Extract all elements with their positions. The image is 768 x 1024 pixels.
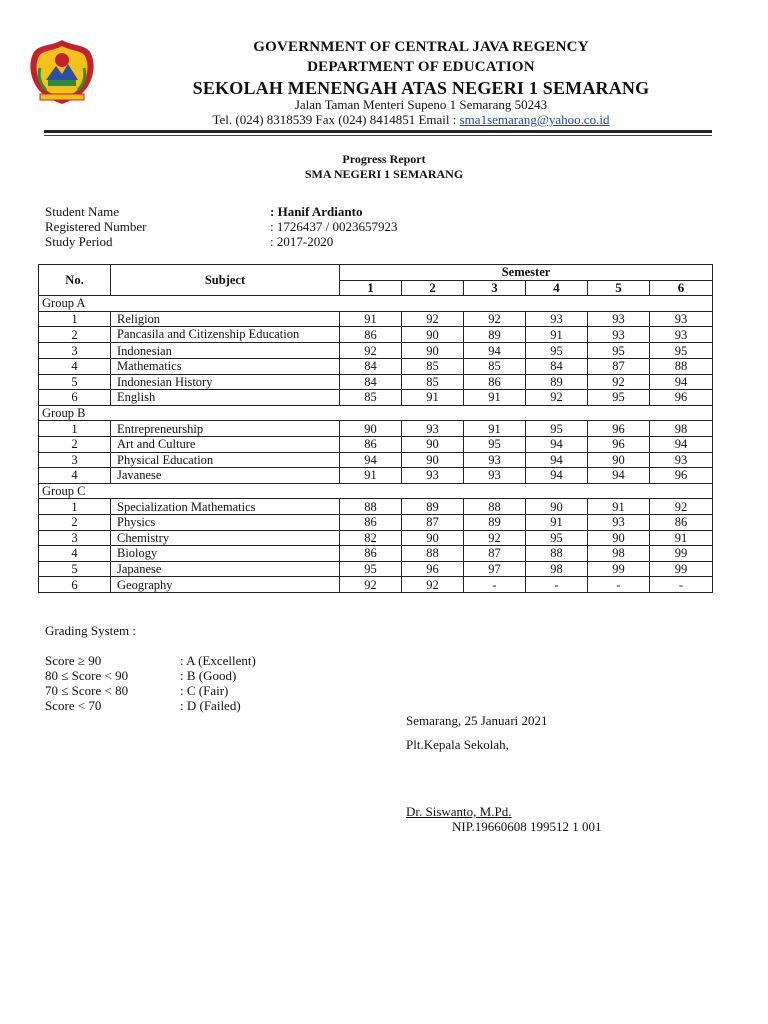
subject-name: Specialization Mathematics (111, 499, 340, 515)
subject-name: Javanese (111, 468, 340, 484)
score-semester-5: 90 (588, 530, 650, 546)
header-contact-line (100, 112, 722, 128)
grades-table-body (39, 296, 713, 593)
score-semester-4: 95 (526, 343, 588, 359)
header-rule-thin (44, 135, 712, 136)
row-number: 5 (39, 561, 111, 577)
grading-grade-a: : A (Excellent) (180, 653, 256, 668)
score-semester-3: 91 (464, 390, 526, 406)
score-semester-6: 96 (650, 468, 713, 484)
score-semester-3: 86 (464, 374, 526, 390)
score-semester-3: 95 (464, 436, 526, 452)
row-number: 4 (39, 546, 111, 562)
regency-emblem-logo (26, 36, 98, 108)
subject-name: Art and Culture (111, 436, 340, 452)
score-semester-3: 88 (464, 499, 526, 515)
email-link[interactable]: sma1semarang@yahoo.co.id (459, 112, 610, 127)
signature-name: Dr. Siswanto, M.Pd. (406, 804, 512, 819)
score-semester-2: 92 (402, 311, 464, 327)
subject-name: Pancasila and Citizenship Education (111, 327, 340, 343)
grading-grade-c: : C (Fair) (180, 683, 229, 698)
score-semester-5: 90 (588, 452, 650, 468)
score-semester-2: 96 (402, 561, 464, 577)
report-school: SMA NEGERI 1 SEMARANG (304, 167, 464, 181)
table-row (39, 468, 713, 484)
grading-range-c: 70 ≤ Score < 80 (45, 683, 129, 698)
score-semester-3: 89 (464, 327, 526, 343)
score-semester-5: 98 (588, 546, 650, 562)
score-semester-1: 82 (340, 530, 402, 546)
score-semester-6: 96 (650, 390, 713, 406)
column-header-no: No. (39, 265, 111, 296)
score-semester-5: 92 (588, 374, 650, 390)
score-semester-4: 88 (526, 546, 588, 562)
grading-system-title: Grading System : (45, 623, 136, 638)
row-number: 2 (39, 514, 111, 530)
signature-place-date: Semarang, 25 Januari 2021 (406, 713, 548, 728)
score-semester-4: 89 (526, 374, 588, 390)
score-semester-1: 90 (340, 421, 402, 437)
score-semester-2: 87 (402, 514, 464, 530)
score-semester-3: 94 (464, 343, 526, 359)
score-semester-1: 91 (340, 311, 402, 327)
score-semester-5: 91 (588, 499, 650, 515)
group-header-row (39, 296, 713, 312)
group-name: Group A (39, 296, 713, 312)
student-name-value: : Hanif Ardianto (270, 204, 363, 219)
score-semester-6: 94 (650, 436, 713, 452)
score-semester-6: 95 (650, 343, 713, 359)
column-header-semester: Semester (340, 265, 713, 281)
score-semester-5: 93 (588, 514, 650, 530)
score-semester-1: 86 (340, 327, 402, 343)
score-semester-5: 99 (588, 561, 650, 577)
subject-name: Mathematics (111, 358, 340, 374)
grading-grade-b: : B (Good) (180, 668, 237, 683)
student-name-label: Student Name (45, 204, 120, 219)
score-semester-2: 90 (402, 530, 464, 546)
grading-grade-d: : D (Failed) (180, 698, 241, 713)
row-number: 2 (39, 436, 111, 452)
table-row (39, 311, 713, 327)
semester-header-6: 6 (650, 280, 713, 296)
score-semester-6: 93 (650, 311, 713, 327)
score-semester-4: 90 (526, 499, 588, 515)
subject-name: Physics (111, 514, 340, 530)
table-row (39, 436, 713, 452)
score-semester-5: 87 (588, 358, 650, 374)
score-semester-3: 92 (464, 311, 526, 327)
score-semester-1: 91 (340, 468, 402, 484)
score-semester-1: 84 (340, 358, 402, 374)
score-semester-6: 98 (650, 421, 713, 437)
score-semester-1: 86 (340, 546, 402, 562)
score-semester-4: 94 (526, 436, 588, 452)
score-semester-1: 94 (340, 452, 402, 468)
score-semester-1: 92 (340, 577, 402, 593)
score-semester-2: 90 (402, 452, 464, 468)
score-semester-3: 87 (464, 546, 526, 562)
score-semester-6: 91 (650, 530, 713, 546)
registered-number-value: : 1726437 / 0023657923 (270, 219, 398, 234)
score-semester-2: 90 (402, 327, 464, 343)
score-semester-6: - (650, 577, 713, 593)
score-semester-5: 96 (588, 436, 650, 452)
score-semester-1: 84 (340, 374, 402, 390)
score-semester-4: 91 (526, 514, 588, 530)
header-rule-thick (44, 130, 712, 133)
table-row (39, 499, 713, 515)
score-semester-6: 94 (650, 374, 713, 390)
semester-header-3: 3 (464, 280, 526, 296)
subject-name: English (111, 390, 340, 406)
table-row (39, 514, 713, 530)
grading-range-b: 80 ≤ Score < 90 (45, 668, 129, 683)
group-name: Group B (39, 405, 713, 421)
score-semester-6: 99 (650, 561, 713, 577)
score-semester-2: 89 (402, 499, 464, 515)
score-semester-2: 93 (402, 421, 464, 437)
subject-name: Physical Education (111, 452, 340, 468)
score-semester-4: 94 (526, 452, 588, 468)
subject-name: Japanese (111, 561, 340, 577)
subject-name: Entrepreneurship (111, 421, 340, 437)
table-row (39, 390, 713, 406)
score-semester-2: 90 (402, 436, 464, 452)
column-header-subject: Subject (111, 265, 340, 296)
header-contact: Tel. (024) 8318539 Fax (024) 8414851 Email : (212, 112, 460, 127)
grades-table (38, 264, 713, 593)
score-semester-3: 93 (464, 468, 526, 484)
score-semester-5: 95 (588, 390, 650, 406)
semester-header-1: 1 (340, 280, 402, 296)
score-semester-3: 85 (464, 358, 526, 374)
score-semester-4: 95 (526, 421, 588, 437)
table-row (39, 577, 713, 593)
study-period-label: Study Period (45, 234, 113, 249)
semester-header-2: 2 (402, 280, 464, 296)
score-semester-1: 86 (340, 436, 402, 452)
score-semester-3: 92 (464, 530, 526, 546)
header-address: Jalan Taman Menteri Supeno 1 Semarang 50243 (294, 97, 548, 112)
subject-name: Geography (111, 577, 340, 593)
score-semester-2: 90 (402, 343, 464, 359)
score-semester-5: 96 (588, 421, 650, 437)
subject-name: Chemistry (111, 530, 340, 546)
table-row (39, 546, 713, 562)
score-semester-2: 88 (402, 546, 464, 562)
score-semester-3: 89 (464, 514, 526, 530)
group-header-row (39, 405, 713, 421)
score-semester-1: 92 (340, 343, 402, 359)
score-semester-1: 86 (340, 514, 402, 530)
subject-name: Biology (111, 546, 340, 562)
score-semester-1: 95 (340, 561, 402, 577)
score-semester-4: 92 (526, 390, 588, 406)
score-semester-1: 85 (340, 390, 402, 406)
row-number: 4 (39, 468, 111, 484)
score-semester-4: 94 (526, 468, 588, 484)
score-semester-2: 85 (402, 374, 464, 390)
grading-range-d: Score < 70 (45, 698, 102, 713)
score-semester-6: 88 (650, 358, 713, 374)
study-period-value: : 2017-2020 (270, 234, 334, 249)
subject-name: Indonesian History (111, 374, 340, 390)
score-semester-5: - (588, 577, 650, 593)
score-semester-5: 94 (588, 468, 650, 484)
score-semester-4: 93 (526, 311, 588, 327)
score-semester-2: 85 (402, 358, 464, 374)
score-semester-4: - (526, 577, 588, 593)
row-number: 3 (39, 452, 111, 468)
score-semester-3: 93 (464, 452, 526, 468)
score-semester-6: 86 (650, 514, 713, 530)
score-semester-6: 93 (650, 452, 713, 468)
row-number: 1 (39, 421, 111, 437)
table-row (39, 327, 713, 343)
score-semester-3: - (464, 577, 526, 593)
subject-name: Indonesian (111, 343, 340, 359)
header-government: GOVERNMENT OF CENTRAL JAVA REGENCY (253, 39, 589, 55)
table-row (39, 530, 713, 546)
score-semester-4: 91 (526, 327, 588, 343)
score-semester-6: 93 (650, 327, 713, 343)
table-row (39, 343, 713, 359)
table-row (39, 421, 713, 437)
row-number: 3 (39, 530, 111, 546)
row-number: 4 (39, 358, 111, 374)
semester-header-5: 5 (588, 280, 650, 296)
registered-number-label: Registered Number (45, 219, 147, 234)
score-semester-2: 92 (402, 577, 464, 593)
score-semester-3: 91 (464, 421, 526, 437)
subject-name: Religion (111, 311, 340, 327)
signature-position: Plt.Kepala Sekolah, (406, 737, 509, 752)
score-semester-2: 93 (402, 468, 464, 484)
group-header-row (39, 483, 713, 499)
group-name: Group C (39, 483, 713, 499)
table-row (39, 358, 713, 374)
score-semester-6: 99 (650, 546, 713, 562)
header-department: DEPARTMENT OF EDUCATION (307, 59, 535, 75)
score-semester-5: 93 (588, 311, 650, 327)
row-number: 6 (39, 390, 111, 406)
row-number: 6 (39, 577, 111, 593)
header-school-name: SEKOLAH MENENGAH ATAS NEGERI 1 SEMARANG (192, 78, 650, 98)
table-row (39, 561, 713, 577)
score-semester-3: 97 (464, 561, 526, 577)
grading-range-a: Score ≥ 90 (45, 653, 102, 668)
score-semester-1: 88 (340, 499, 402, 515)
score-semester-6: 92 (650, 499, 713, 515)
score-semester-2: 91 (402, 390, 464, 406)
row-number: 1 (39, 499, 111, 515)
score-semester-5: 93 (588, 327, 650, 343)
score-semester-4: 84 (526, 358, 588, 374)
row-number: 1 (39, 311, 111, 327)
table-row (39, 374, 713, 390)
score-semester-4: 95 (526, 530, 588, 546)
table-row (39, 452, 713, 468)
signature-nip: NIP.19660608 199512 1 001 (452, 819, 602, 834)
report-title: Progress Report (342, 152, 426, 166)
row-number: 5 (39, 374, 111, 390)
score-semester-4: 98 (526, 561, 588, 577)
score-semester-5: 95 (588, 343, 650, 359)
row-number: 3 (39, 343, 111, 359)
semester-header-4: 4 (526, 280, 588, 296)
row-number: 2 (39, 327, 111, 343)
